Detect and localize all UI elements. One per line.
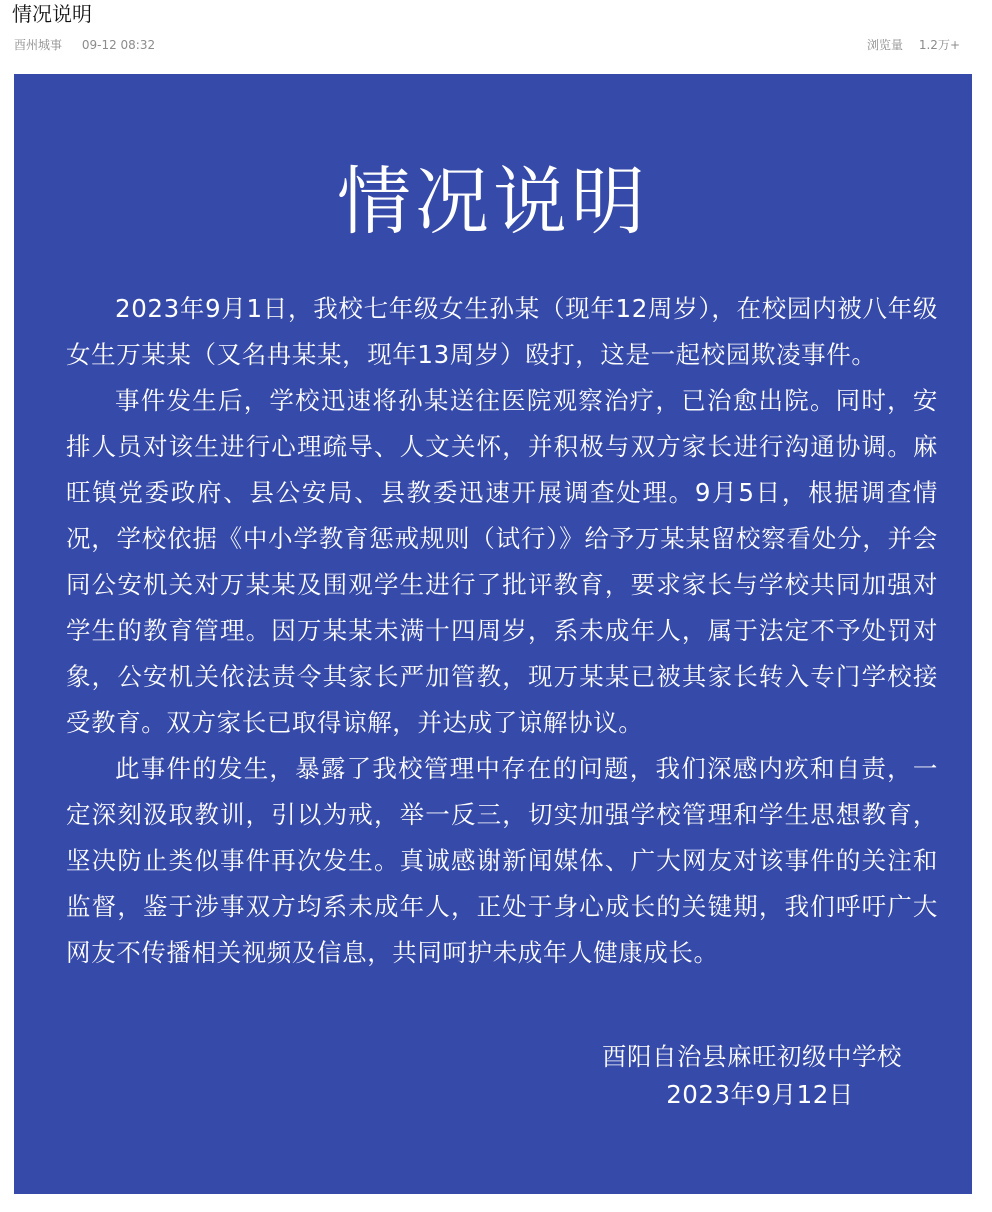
article-meta — [14, 36, 960, 54]
view-count-value: 1.2万+ — [918, 38, 960, 52]
notice-body — [66, 286, 938, 976]
meta-source-group — [14, 36, 155, 54]
notice-signature — [602, 1038, 902, 1114]
publish-time: 09-12 08:32 — [81, 38, 156, 52]
view-count-label: 浏览量 — [867, 38, 904, 52]
notice-paragraph: 事件发生后，学校迅速将孙某送往医院观察治疗，已治愈出院。同时，安排人员对该生进行心理疏导、人文关怀，并积极与双方家长进行沟通协调。麻旺镇党委政府、县公安局、县教委迅速开展调查处理。9月5日，根据调查情况，学校依据《中小学教育惩戒规则（试行）》给予万某某留校察看处分，并会同公安机关对万某某及围观学生进行了批评教育，要求家长与学校共同加强对学生的教育管理。因万某某未满十四周岁，系未成年人，属于法定不予处罚对象，公安机关依法责令其家长严加管教，现万某某已被其家长转入专门学校接受教育。双方家长已取得谅解，并达成了谅解协议。 — [66, 386, 938, 737]
notice-image — [14, 74, 972, 1194]
notice-paragraph: 此事件的发生，暴露了我校管理中存在的问题，我们深感内疚和自责，一定深刻汲取教训，引以为戒，举一反三，切实加强学校管理和学生思想教育，坚决防止类似事件再次发生。真诚感谢新闻媒体、广大网友对该事件的关注和监督，鉴于涉事双方均系未成年人，正处于身心成长的关键期，我们呼吁广大网友不传播相关视频及信息，共同呵护未成年人健康成长。 — [66, 754, 938, 967]
source-name[interactable]: 酉州城事 — [14, 38, 63, 52]
page-title: 情况说明 — [12, 2, 92, 26]
notice-paragraph: 2023年9月1日，我校七年级女生孙某（现年12周岁），在校园内被八年级女生万某某（又名冉某某，现年13周岁）殴打，这是一起校园欺凌事件。 — [66, 294, 938, 369]
notice-heading: 情况说明 — [337, 159, 649, 245]
signature-date: 2023年9月12日 — [666, 1080, 854, 1109]
signature-organization: 酉阳自治县麻旺初级中学校 — [602, 1042, 902, 1071]
view-count-group — [867, 36, 960, 54]
